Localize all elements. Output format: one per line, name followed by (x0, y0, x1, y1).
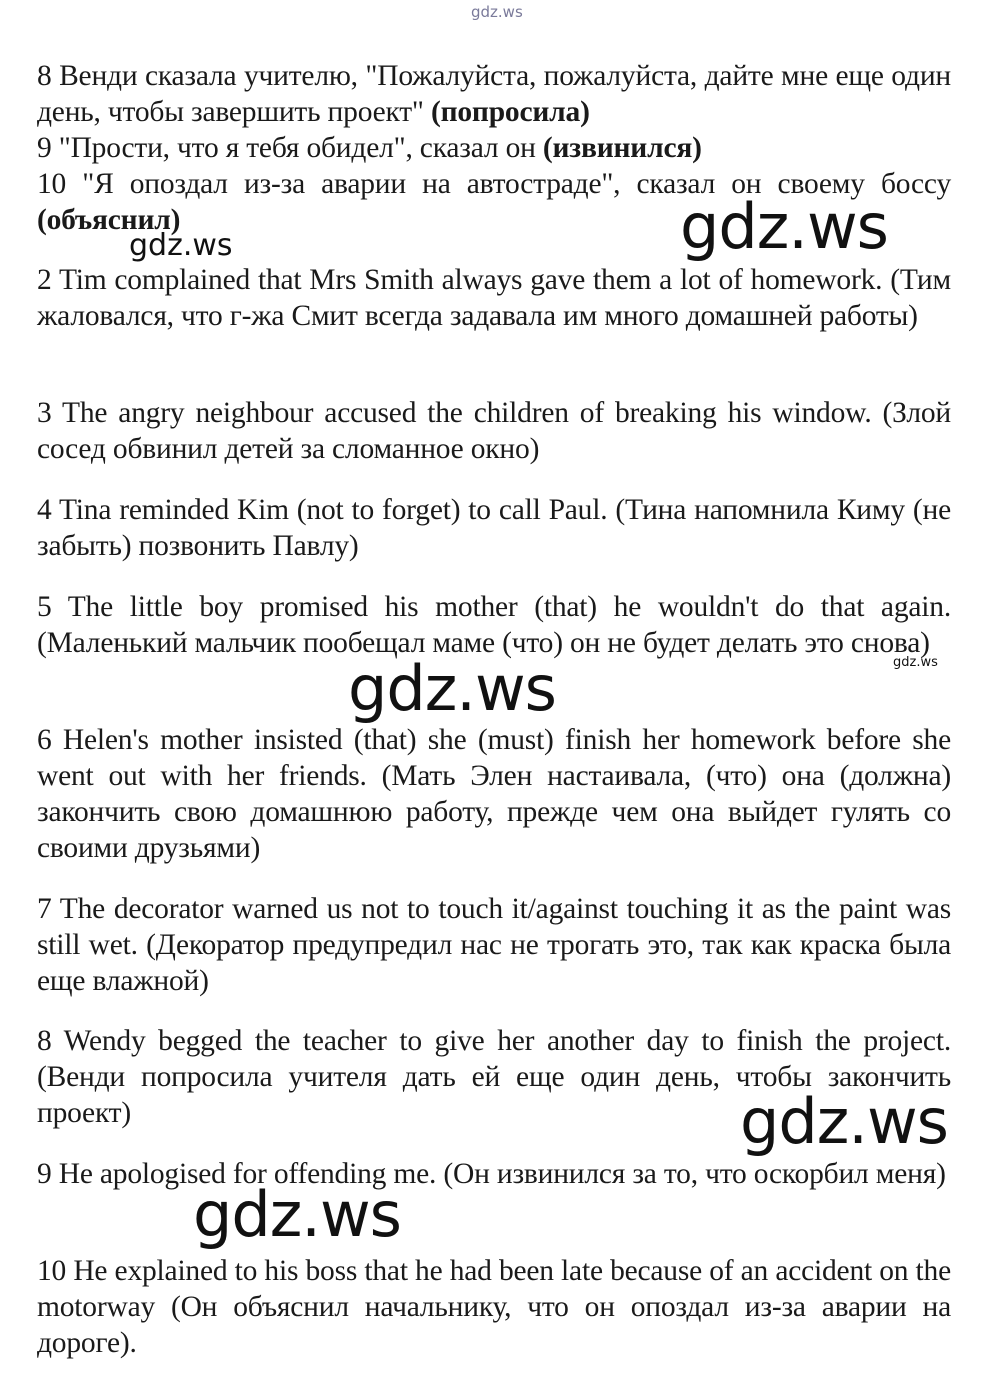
watermark-big: gdz.ws (680, 190, 888, 263)
paragraph-text: 9 "Прости, что я тебя обидел", сказал он (37, 132, 543, 164)
watermark-big: gdz.ws (348, 652, 556, 725)
answer-5: 5 The little boy promised his mother (that) he wouldn't do that again. (Маленький мальчик пообещал маме (что) он не будет делать это снова) (37, 591, 951, 659)
paragraph-bold: (извинился) (542, 132, 702, 164)
answer-8: 8 Wendy begged the teacher to give her another day to finish the project. (Венди попросила учителя дать ей еще один день, чтобы закончить проект) (37, 1025, 951, 1129)
watermark-tiny: gdz.ws (893, 655, 938, 670)
paragraph-9-ru (37, 130, 951, 166)
paragraph-bold: (попросила) (430, 96, 590, 128)
answer-7: 7 The decorator warned us not to touch it/against touching it as the paint was still wet. (Декоратор предупредил нас не трогать это, так как краска была еще влажной) (37, 893, 951, 997)
answer-9: 9 He apologised for offending me. (Он извинился за то, что оскорбил меня) (37, 1158, 946, 1190)
watermark-top: gdz.ws (471, 3, 523, 21)
paragraph-bold: (объяснил) (37, 204, 181, 236)
watermark-big: gdz.ws (740, 1085, 948, 1158)
paragraph-text: 8 Венди сказала учителю, "Пожалуйста, пожалуйста, дайте мне еще один день, чтобы завершить проект" (37, 60, 951, 128)
watermark-big: gdz.ws (193, 1178, 401, 1251)
answer-3: 3 The angry neighbour accused the children of breaking his window. (Злой сосед обвинил детей за сломанное окно) (37, 397, 951, 465)
watermark-small: gdz.ws (129, 228, 233, 263)
paragraph-text: 10 "Я опоздал из-за аварии на автостраде", сказал он своему боссу (37, 168, 951, 200)
answer-4: 4 Tina reminded Kim (not to forget) to call Paul. (Тина напомнила Киму (не забыть) позвонить Павлу) (37, 494, 951, 562)
paragraph-8-ru (37, 58, 951, 130)
answer-6: 6 Helen's mother insisted (that) she (must) finish her homework before she went out with her friends. (Мать Элен настаивала, (что) она (должна) закончить свою домашнюю работу, прежде чем она выйдет гулять со своими друзьями) (37, 724, 951, 864)
answer-2: 2 Tim complained that Mrs Smith always gave them a lot of homework. (Тим жаловался, что г-жа Смит всегда задавала им много домашней работы) (37, 264, 951, 332)
answer-10: 10 He explained to his boss that he had been late because of an accident on the motorway (Он объяснил начальнику, что он опоздал из-за аварии на дороге). (37, 1255, 951, 1359)
